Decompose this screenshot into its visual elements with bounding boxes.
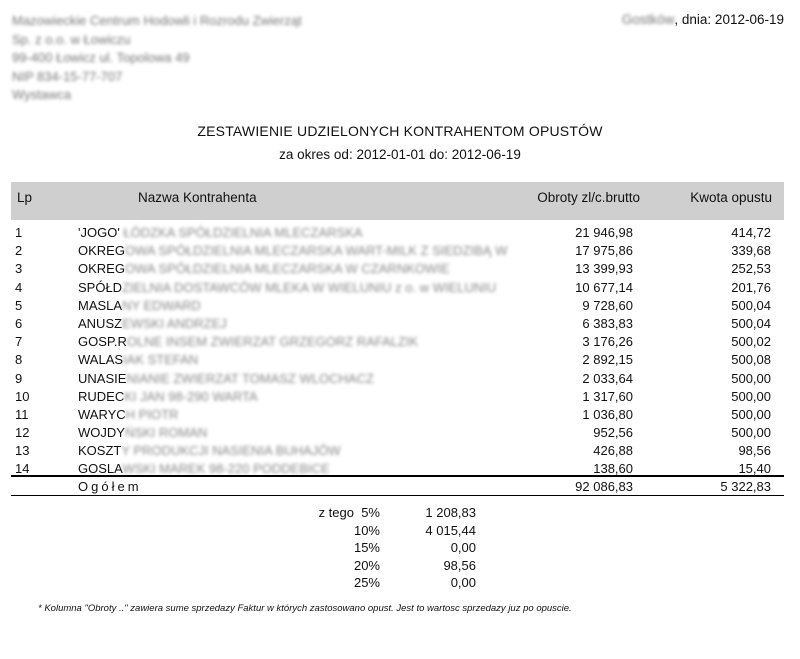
- row-name-visible: UNASIE: [78, 370, 127, 386]
- issue-date-text: , dnia: 2012-06-19: [674, 12, 784, 27]
- row-name-redacted: ŁÓDZKA SPÓŁDZIELNIA MLECZARSKA: [119, 225, 363, 240]
- breakdown-row: [296, 539, 476, 557]
- issuer-line: Mazowieckie Centrum Hodowli i Rozrodu Zwierząt: [12, 13, 302, 28]
- table-header: [11, 182, 784, 220]
- row-turnover: 10 677,14: [575, 279, 633, 295]
- row-lp: 5: [15, 297, 23, 313]
- breakdown-row: [296, 522, 476, 540]
- issuer-line: Wystawca: [12, 87, 72, 102]
- row-name: [78, 371, 374, 386]
- row-discount: 339,68: [731, 243, 771, 259]
- table-row: [11, 224, 784, 242]
- row-name-redacted: NIANIE ZWIERZAT TOMASZ WLOCHACZ: [126, 370, 374, 386]
- row-name: [78, 443, 341, 458]
- row-name: [78, 298, 201, 313]
- row-discount: 201,76: [731, 279, 771, 295]
- total-discount: 5 322,83: [720, 479, 771, 494]
- row-discount: 15,40: [738, 461, 771, 477]
- row-discount: 252,53: [731, 261, 771, 277]
- table-row: [11, 279, 784, 297]
- row-discount: 500,00: [731, 406, 771, 422]
- column-header-turnover: Obroty zl/c.brutto: [537, 190, 640, 205]
- issuer-line: Sp. z o.o. w Łowiczu: [12, 31, 131, 47]
- row-name-redacted: KI JAN 98-290 WARTA: [124, 388, 258, 404]
- table-row: [11, 370, 784, 388]
- total-bottom-rule: [11, 495, 784, 496]
- row-lp: 14: [15, 461, 30, 477]
- row-discount: 500,08: [731, 352, 771, 368]
- row-turnover: 1 036,80: [582, 406, 633, 422]
- column-header-name: Nazwa Kontrahenta: [138, 190, 257, 205]
- row-name-redacted: ŃSKI ROMAN: [124, 425, 208, 441]
- row-name-redacted: ZIELNIA DOSTAWCÓW MLEKA W WIELUNIU z o. w WIELUNIU: [122, 279, 497, 295]
- table-row: [11, 424, 784, 442]
- row-lp: 11: [15, 406, 29, 422]
- row-name-redacted: NY EDWARD: [122, 297, 201, 313]
- row-discount: 500,04: [731, 315, 771, 331]
- row-lp: 1: [15, 225, 23, 240]
- row-turnover: 2 892,15: [582, 352, 633, 368]
- table-row: [11, 442, 784, 460]
- issuer-block: [12, 12, 302, 105]
- row-discount: 500,00: [731, 388, 771, 404]
- row-name-visible: MASLA: [78, 297, 123, 313]
- issue-place: Gostków: [621, 12, 675, 27]
- row-turnover: 21 946,98: [575, 225, 633, 240]
- row-discount: 414,72: [731, 225, 771, 240]
- row-name: [78, 407, 178, 422]
- row-name-visible: GOSLA: [78, 461, 123, 477]
- row-lp: 4: [15, 279, 23, 295]
- row-name: [78, 225, 363, 240]
- breakdown-rate: 10%: [353, 522, 380, 538]
- row-discount: 500,00: [731, 370, 771, 386]
- breakdown-value: 0,00: [450, 540, 476, 556]
- row-name-redacted: OLNE INSEM ZWIERZAT GRZEGORZ RAFALZIK: [126, 334, 419, 350]
- row-turnover: 138,60: [593, 461, 633, 477]
- row-name: [78, 280, 496, 295]
- row-name: [78, 316, 227, 331]
- row-lp: 12: [15, 425, 30, 441]
- row-name-visible: OKREG: [78, 261, 125, 277]
- issuer-line: NIP 834-15-77-707: [12, 68, 123, 84]
- row-name: [78, 334, 418, 349]
- table-row: [11, 388, 784, 406]
- row-name-visible: OKREG: [78, 243, 125, 259]
- row-lp: 8: [15, 352, 23, 368]
- column-header-lp: Lp: [17, 190, 33, 205]
- row-name: [78, 352, 198, 367]
- row-turnover: 426,88: [593, 443, 633, 459]
- row-name-visible: GOSP.R: [78, 334, 127, 350]
- breakdown-rate: 25%: [353, 575, 380, 591]
- breakdown-value: 1 208,83: [425, 505, 476, 520]
- total-turnover: 92 086,83: [575, 479, 633, 494]
- row-name-redacted: OWA SPÓŁDZIELNIA MLECZARSKA W CZARNKOWIE: [124, 261, 450, 277]
- table-row: [11, 242, 784, 260]
- breakdown-rate: 15%: [353, 540, 380, 556]
- row-turnover: 6 383,83: [582, 315, 633, 331]
- total-label: Ogółem: [78, 479, 142, 494]
- discount-breakdown: [296, 504, 476, 592]
- table-row: [11, 315, 784, 333]
- row-name-redacted: EWSKI ANDRZEJ: [122, 315, 227, 331]
- row-name-visible: WARYC: [78, 406, 126, 422]
- document-title: ZESTAWIENIE UDZIELONYCH KONTRAHENTOM OPUSTÓW: [197, 123, 603, 139]
- row-name: [78, 425, 207, 440]
- breakdown-row: [296, 557, 476, 575]
- row-turnover: 3 176,26: [582, 334, 633, 350]
- breakdown-value: 98,56: [443, 557, 476, 573]
- issue-date: [622, 12, 784, 27]
- row-name-redacted: Y PRODUKCJI NASIENIA BUHAJÓW: [121, 443, 341, 459]
- row-turnover: 952,56: [593, 425, 633, 441]
- breakdown-rate: 20%: [353, 557, 380, 573]
- row-name-redacted: OWA SPÓŁDZIELNIA MLECZARSKA WART-MILK Z SIEDZIBĄ W: [124, 243, 508, 259]
- row-name-redacted: H PIOTR: [125, 406, 179, 422]
- row-lp: 6: [15, 315, 23, 331]
- breakdown-rate: z tego 5%: [318, 505, 380, 520]
- table-row: [11, 333, 784, 351]
- table-row: [11, 406, 784, 424]
- footnote: * Kolumna "Obroty .." zawiera sume sprzedazy Faktur w których zastosowano opust. Jest to wartosc sprzedazy juz po opuscie.: [38, 603, 572, 614]
- breakdown-value: 4 015,44: [425, 522, 476, 538]
- column-header-discount: Kwota opustu: [690, 190, 772, 205]
- total-top-rule: [11, 475, 784, 477]
- row-lp: 10: [15, 388, 30, 404]
- row-turnover: 17 975,86: [575, 243, 633, 259]
- report-period: za okres od: 2012-01-01 do: 2012-06-19: [279, 147, 521, 162]
- row-name-visible: RUDEC: [78, 388, 125, 404]
- row-turnover: 1 317,60: [582, 388, 633, 404]
- row-lp: 3: [15, 261, 23, 277]
- issuer-line: 99-400 Łowicz ul. Topolowa 49: [12, 50, 190, 65]
- row-discount: 500,04: [731, 297, 771, 313]
- table-row: [11, 351, 784, 369]
- row-lp: 7: [15, 334, 23, 350]
- row-name-redacted: WSKI MAREK 98-220 PODDEBICE: [122, 461, 330, 477]
- row-name-visible: WALAS: [78, 352, 124, 368]
- row-turnover: 13 399,93: [575, 261, 633, 277]
- row-discount: 500,00: [731, 425, 771, 441]
- table-body: [11, 224, 784, 479]
- row-turnover: 2 033,64: [582, 370, 633, 386]
- breakdown-value: 0,00: [450, 575, 476, 591]
- row-lp: 13: [15, 443, 30, 459]
- row-name-visible: WOJDY: [78, 425, 125, 441]
- row-turnover: 9 728,60: [582, 297, 633, 313]
- row-name-visible: ANUSZ: [78, 315, 123, 331]
- row-name-redacted: IAK STEFAN: [123, 352, 199, 368]
- row-name: [78, 389, 258, 404]
- table-row: [11, 260, 784, 278]
- row-discount: 98,56: [738, 443, 771, 459]
- breakdown-row: [296, 504, 476, 522]
- breakdown-row: [296, 574, 476, 592]
- row-name-visible: SPÓŁD: [78, 279, 123, 295]
- row-name: [78, 261, 450, 276]
- row-lp: 2: [15, 243, 23, 259]
- row-lp: 9: [15, 370, 23, 386]
- row-name-visible: KOSZT: [78, 443, 122, 459]
- table-row: [11, 297, 784, 315]
- row-discount: 500,02: [731, 334, 771, 350]
- row-name: [78, 243, 507, 258]
- total-row: [11, 478, 784, 495]
- row-name-visible: 'JOGO': [78, 225, 120, 240]
